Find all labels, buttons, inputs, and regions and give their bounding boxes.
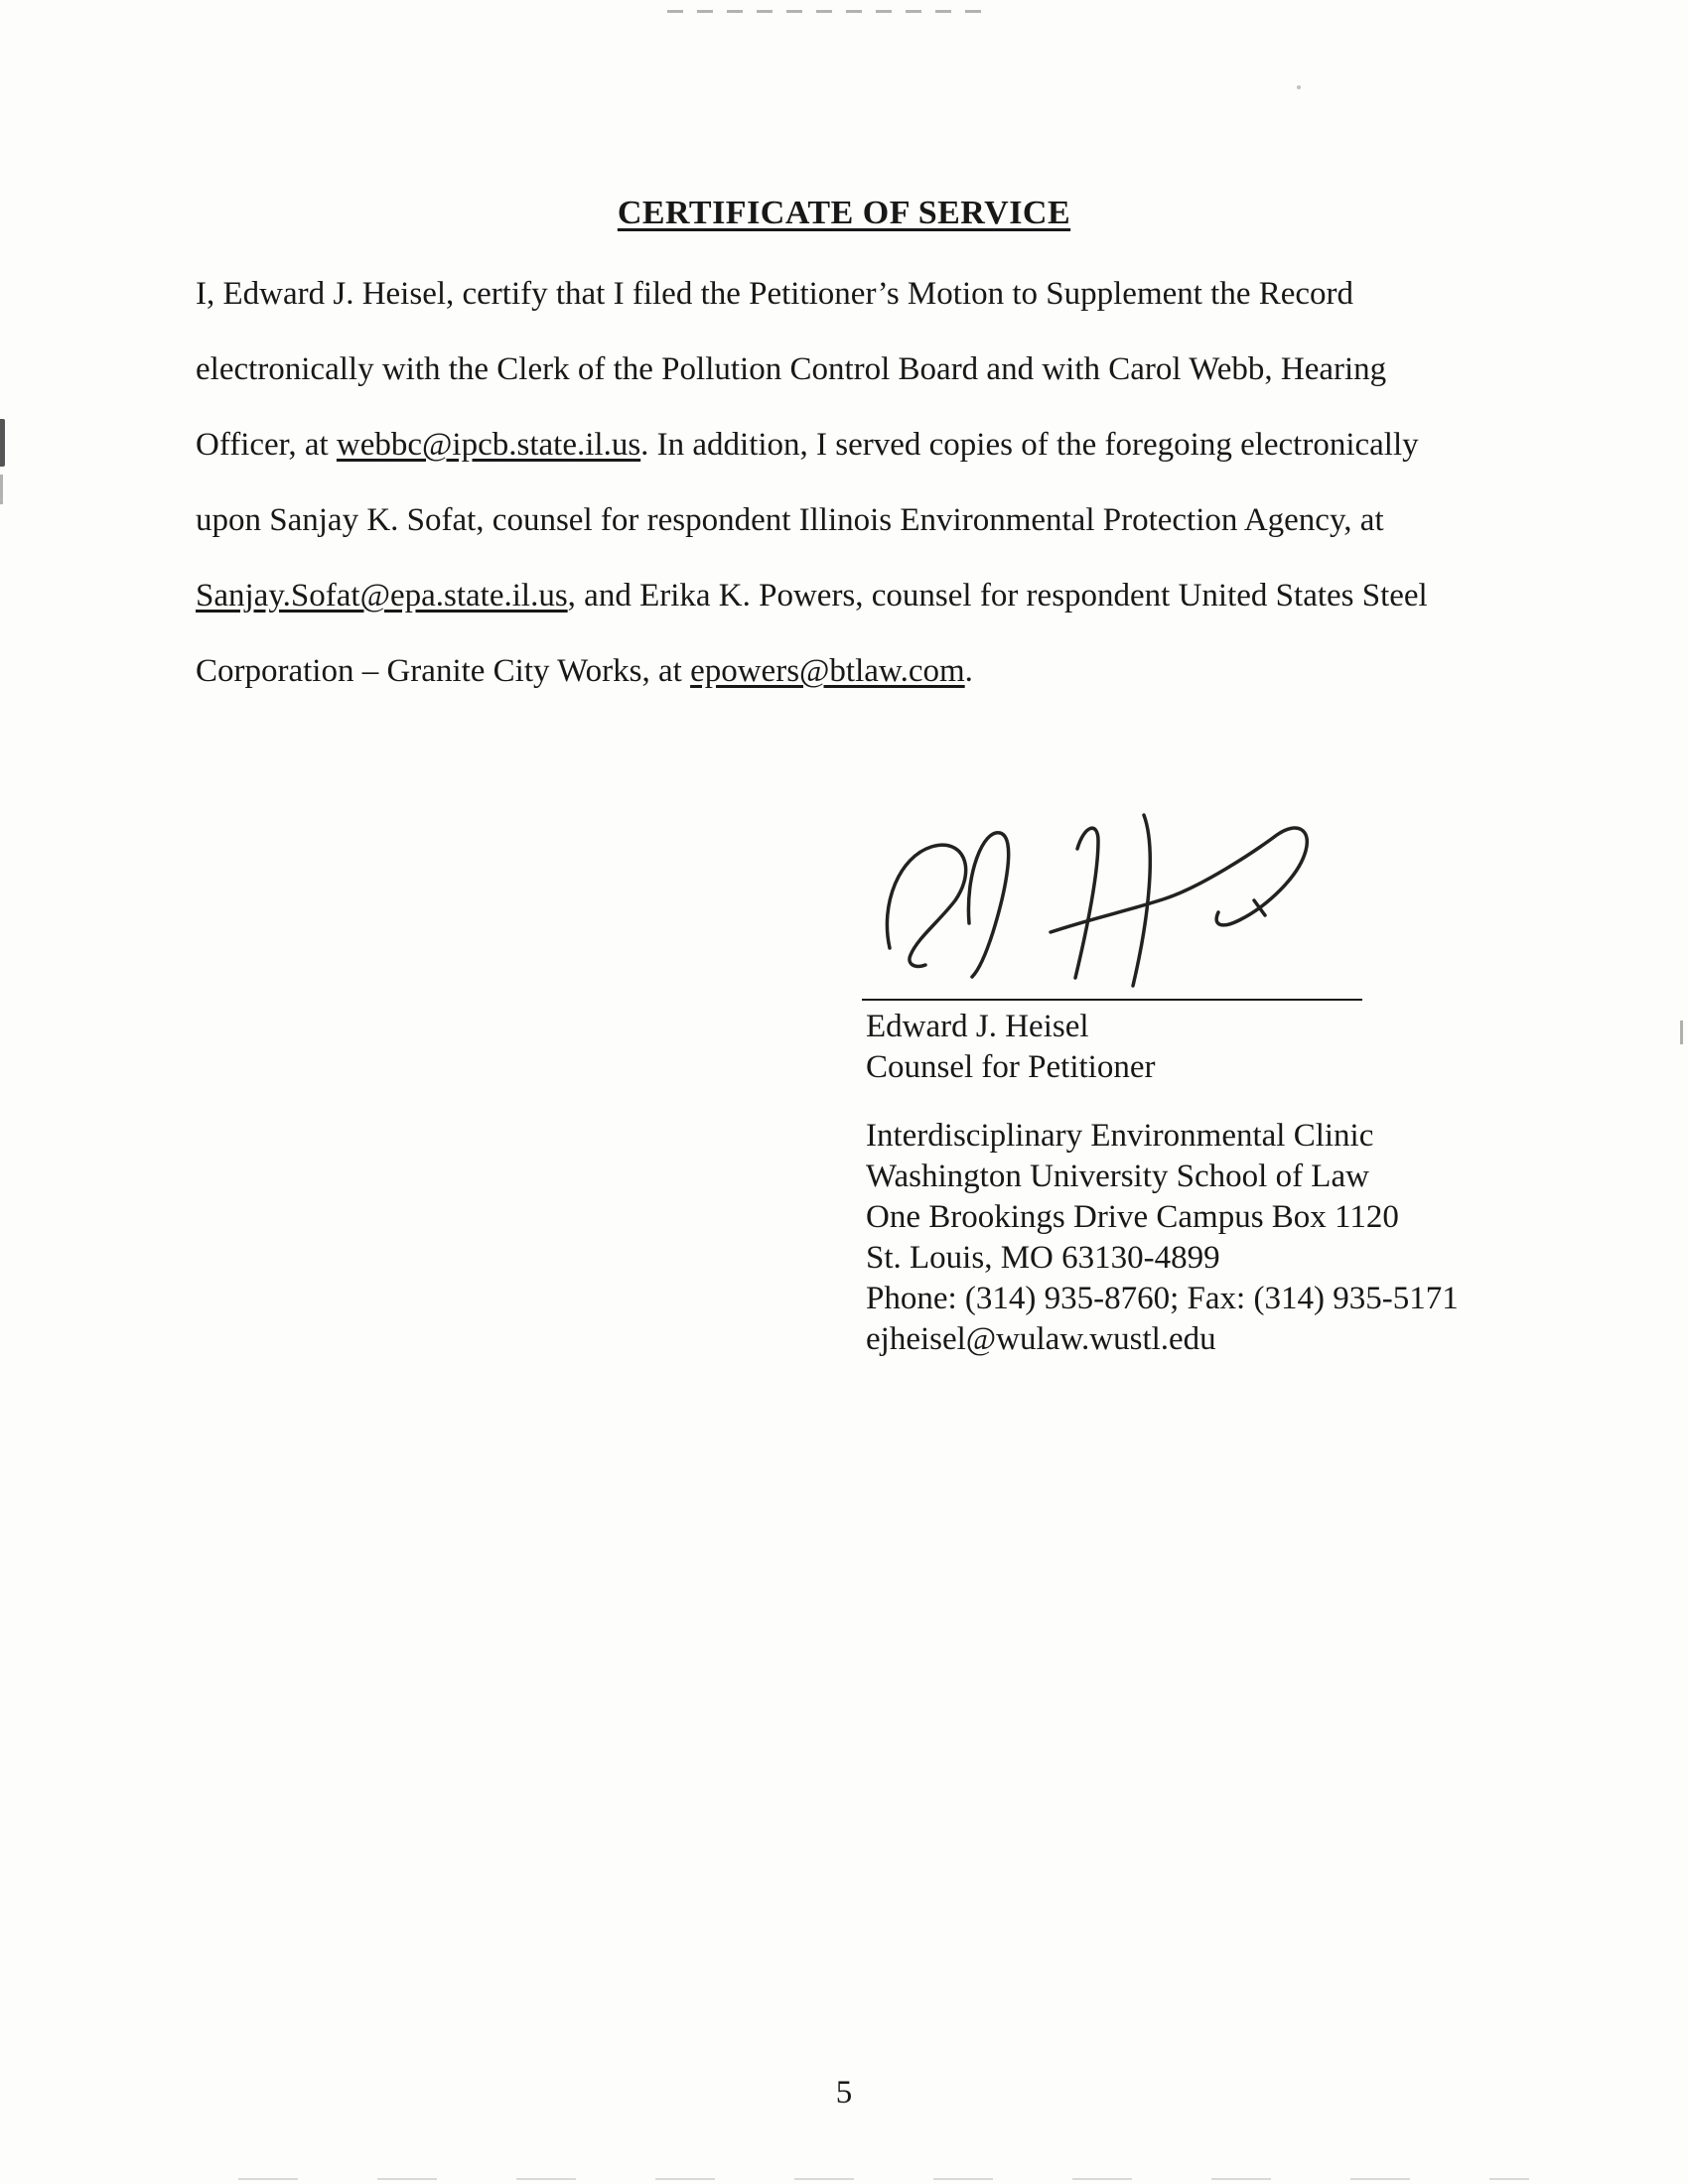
body-text: Corporation – Granite City Works, at: [196, 653, 691, 689]
address-line: Washington University School of Law: [866, 1159, 1369, 1194]
scan-artifact-speck: [1297, 85, 1301, 89]
address-line: One Brookings Drive Campus Box 1120: [866, 1199, 1399, 1235]
scan-artifact-top-dashes: [667, 10, 995, 13]
scan-artifact-right-tick: [1680, 1021, 1683, 1044]
document-title: CERTIFICATE OF SERVICE: [617, 195, 1071, 231]
email-link-epowers: epowers@btlaw.com: [690, 653, 965, 689]
body-text: electronically with the Clerk of the Pollution Control Board and with Carol Webb, Hearing: [196, 351, 1387, 387]
address-line: Interdisciplinary Environmental Clinic: [866, 1118, 1374, 1154]
email-link-webbc: webbc@ipcb.state.il.us: [336, 427, 641, 463]
body-line: [196, 407, 1486, 482]
address-line: ejheisel@wulaw.wustl.edu: [866, 1321, 1216, 1357]
page-number: 5: [835, 2075, 853, 2111]
signer-name: Edward J. Heisel: [866, 1009, 1089, 1044]
body-text: , and Erika K. Powers, counsel for respondent United States Steel: [567, 578, 1428, 614]
body-line: [196, 332, 1486, 407]
signer-title: Counsel for Petitioner: [866, 1049, 1156, 1085]
body-text: upon Sanjay K. Sofat, counsel for respondent Illinois Environmental Protection Agency, at: [196, 502, 1384, 538]
body-line: [196, 482, 1486, 558]
certificate-body: [196, 256, 1486, 709]
email-link-sofat: Sanjay.Sofat@epa.state.il.us: [196, 578, 568, 614]
body-text: Officer, at: [196, 427, 337, 463]
signer-address-block: [866, 1116, 1459, 1360]
signer-block: [866, 1007, 1155, 1088]
address-line: St. Louis, MO 63130-4899: [866, 1240, 1220, 1276]
signature-line: [862, 999, 1362, 1001]
scan-artifact-left-mark-2: [0, 475, 3, 504]
body-line: [196, 633, 1486, 709]
body-text: . In addition, I served copies of the foregoing electronically: [640, 427, 1419, 463]
body-text: .: [964, 653, 973, 689]
body-line: [196, 558, 1486, 633]
scan-artifact-left-mark: [0, 419, 5, 467]
address-line: Phone: (314) 935-8760; Fax: (314) 935-5171: [866, 1281, 1459, 1316]
body-text: I, Edward J. Heisel, certify that I filed the Petitioner’s Motion to Supplement the Record: [196, 276, 1354, 312]
scan-artifact-bottom-streak: [238, 2178, 1529, 2180]
signature-image: [874, 809, 1331, 1003]
body-line: [196, 256, 1486, 332]
